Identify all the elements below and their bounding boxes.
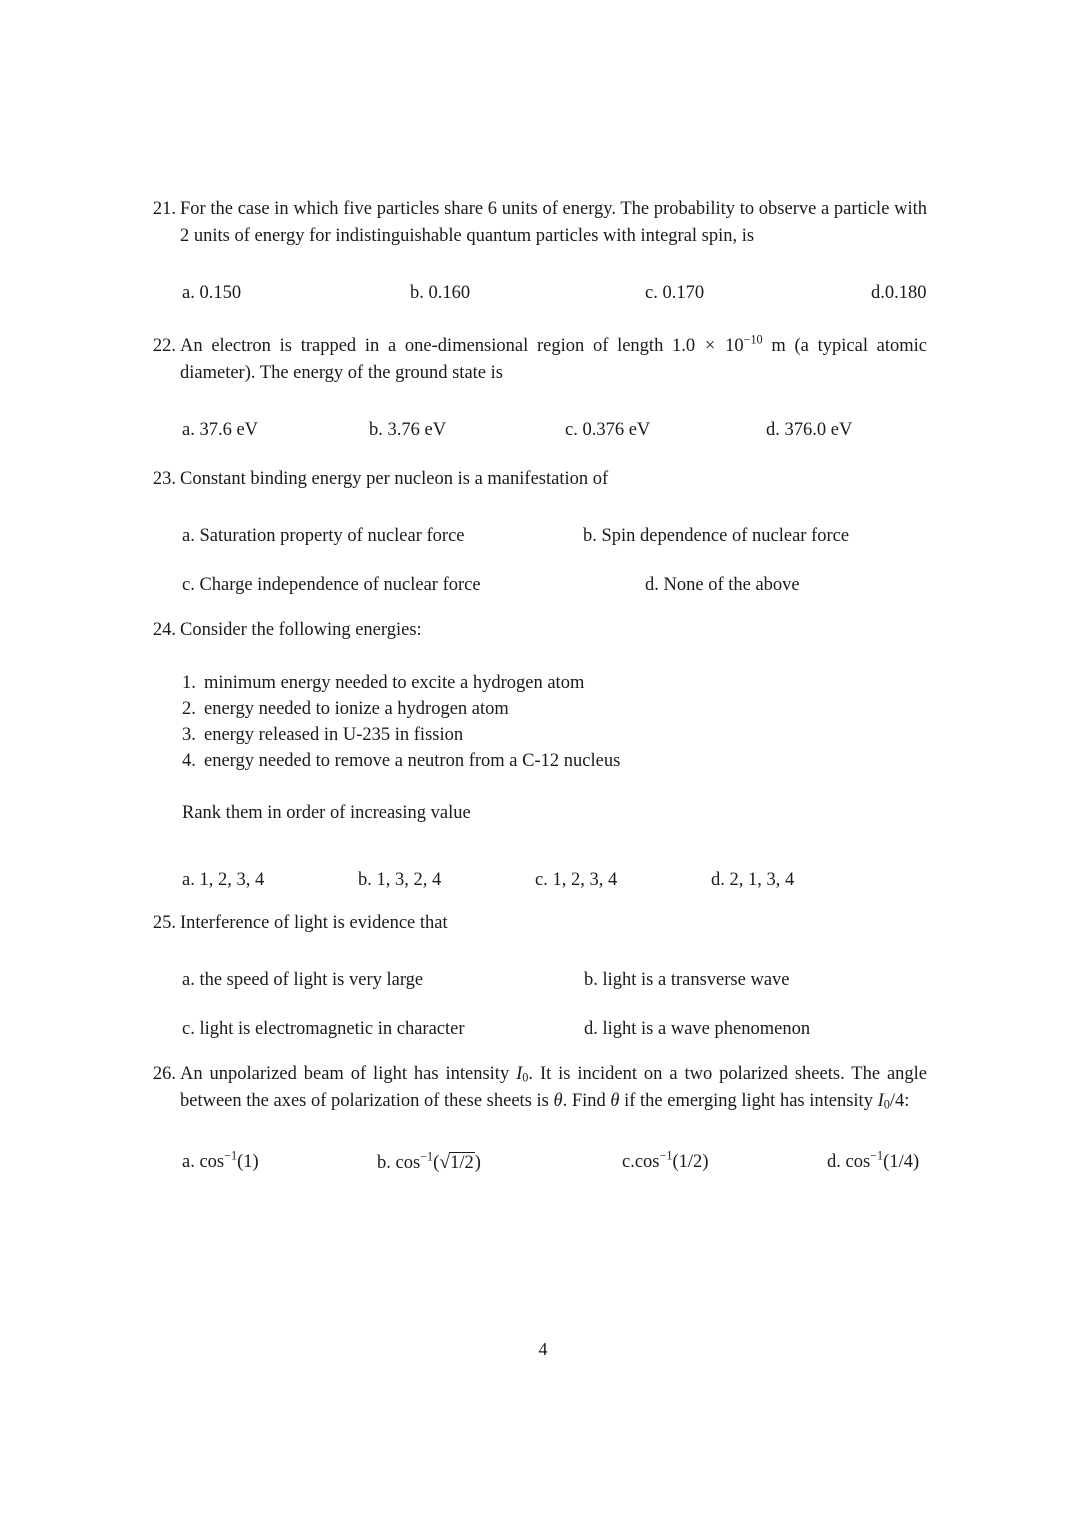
question-21-text: For the case in which five particles share 6 units of energy. The probability to observe a particle with 2 units of energy for indistinguishable quantum particles with integral spin, is xyxy=(180,199,927,246)
intensity-subscript: 0 xyxy=(883,1097,890,1112)
question-22-text xyxy=(180,333,927,387)
paren-close: ) xyxy=(702,1152,709,1172)
square-root-icon: √1/2 xyxy=(439,1152,474,1173)
question-23-text: Constant binding energy per nucleon is a manifestation of xyxy=(180,469,609,489)
question-26-text-part4: if the emerging light has intensity xyxy=(624,1091,873,1111)
question-25-number: 25. xyxy=(152,913,176,933)
question-24 xyxy=(142,617,927,644)
question-24-sublist xyxy=(142,670,927,774)
question-26-option-b[interactable] xyxy=(377,1149,622,1177)
question-22-option-b[interactable]: b. 3.76 eV xyxy=(369,420,447,440)
intensity-fraction: /4: xyxy=(889,1091,910,1111)
question-22-number: 22. xyxy=(152,336,176,356)
radicand: 1/2 xyxy=(450,1153,474,1173)
paren-open: ( xyxy=(433,1153,440,1173)
question-21-options xyxy=(142,280,927,307)
question-22-text-part2: m (a typical atomic diameter). The energy of the ground state is xyxy=(180,336,928,383)
question-23-options xyxy=(142,523,927,599)
list-item-label: energy needed to ionize a hydrogen atom xyxy=(204,699,509,719)
list-item-label: energy needed to remove a neutron from a C-12 nucleus xyxy=(204,751,621,771)
question-23-number: 23. xyxy=(152,469,176,489)
cos-exponent: −1 xyxy=(224,1148,238,1163)
list-item-number: 2. xyxy=(182,699,196,719)
cos-function: cos xyxy=(395,1153,421,1173)
question-26-options xyxy=(142,1149,927,1177)
power-base: 10 xyxy=(725,336,744,356)
cos-exponent: −1 xyxy=(420,1149,434,1164)
question-25-option-a[interactable]: a. the speed of light is very large xyxy=(182,970,424,990)
question-21-option-d[interactable]: d.0.180 xyxy=(871,283,927,303)
question-26-text xyxy=(180,1061,927,1115)
cos-exponent: −1 xyxy=(659,1148,673,1163)
cos-exponent: −1 xyxy=(870,1148,884,1163)
question-25-option-d[interactable]: d. light is a wave phenomenon xyxy=(584,1019,811,1039)
question-26-number: 26. xyxy=(152,1064,176,1084)
cos-argument: 1 xyxy=(243,1152,253,1172)
question-26 xyxy=(142,1061,927,1115)
cos-function: cos xyxy=(845,1152,871,1172)
question-26-text-part2: . It is incident on a two polarized sheets. The angle between the axes of polarization of these sheets is xyxy=(180,1064,928,1111)
list-item-number: 1. xyxy=(182,673,196,693)
cos-argument: 1/4 xyxy=(889,1152,913,1172)
question-25-text: Interference of light is evidence that xyxy=(180,913,448,933)
question-23 xyxy=(142,466,927,493)
paren-close: ) xyxy=(912,1152,920,1172)
paren-close: ) xyxy=(252,1152,259,1172)
question-25-options xyxy=(142,967,927,1043)
question-22-option-c[interactable]: c. 0.376 eV xyxy=(565,420,651,440)
question-26-option-c[interactable] xyxy=(622,1149,827,1177)
theta-symbol: θ xyxy=(553,1091,563,1111)
list-item xyxy=(182,696,927,722)
question-26-option-a[interactable] xyxy=(182,1149,377,1177)
option-label: a. xyxy=(182,1152,200,1172)
list-item xyxy=(182,748,927,774)
list-item-number: 4. xyxy=(182,751,196,771)
cos-argument: 1/2 xyxy=(678,1152,703,1172)
question-24-options xyxy=(142,867,927,894)
option-label: c. xyxy=(622,1152,635,1172)
list-item-number: 3. xyxy=(182,725,196,745)
paren-open: ( xyxy=(883,1152,890,1172)
theta-symbol: θ xyxy=(610,1091,620,1111)
question-22 xyxy=(142,333,927,387)
question-21-option-a[interactable]: a. 0.150 xyxy=(182,283,242,303)
question-24-text: Consider the following energies: xyxy=(180,620,422,640)
intensity-symbol: I xyxy=(877,1091,884,1111)
question-22-options xyxy=(142,417,927,444)
list-item xyxy=(182,722,927,748)
list-item-label: minimum energy needed to excite a hydrogen atom xyxy=(204,673,585,693)
list-item-label: energy released in U-235 in fission xyxy=(204,725,464,745)
question-23-option-d[interactable]: d. None of the above xyxy=(645,575,800,595)
intensity-symbol: I xyxy=(516,1064,523,1084)
question-24-option-a[interactable]: a. 1, 2, 3, 4 xyxy=(182,870,265,890)
option-label: d. xyxy=(827,1152,846,1172)
question-22-option-a[interactable]: a. 37.6 eV xyxy=(182,420,259,440)
question-23-option-c[interactable]: c. Charge independence of nuclear force xyxy=(182,575,481,595)
question-21-option-c[interactable]: c. 0.170 xyxy=(645,283,705,303)
question-25-option-c[interactable]: c. light is electromagnetic in character xyxy=(182,1019,465,1039)
question-25-option-b[interactable]: b. light is a transverse wave xyxy=(584,970,790,990)
intensity-subscript: 0 xyxy=(522,1070,529,1085)
question-22-option-d[interactable]: d. 376.0 eV xyxy=(766,420,853,440)
power-exponent: −10 xyxy=(743,332,763,347)
cos-function: cos xyxy=(634,1152,660,1172)
question-26-text-part1: An unpolarized beam of light has intensity xyxy=(180,1064,510,1084)
question-21 xyxy=(142,196,927,250)
page-number: 4 xyxy=(538,1339,548,1359)
page-content xyxy=(142,196,927,1177)
list-item xyxy=(182,670,927,696)
question-25 xyxy=(142,910,927,937)
paren-close: ) xyxy=(474,1153,481,1173)
question-24-instruction: Rank them in order of increasing value xyxy=(182,803,471,823)
option-label: b. xyxy=(377,1153,396,1173)
question-24-option-d[interactable]: d. 2, 1, 3, 4 xyxy=(711,870,795,890)
question-22-text-part1: An electron is trapped in a one-dimensional region of length 1.0 xyxy=(180,336,696,356)
question-24-number: 24. xyxy=(152,620,176,640)
question-23-option-b[interactable]: b. Spin dependence of nuclear force xyxy=(583,526,850,546)
question-24-option-b[interactable]: b. 1, 3, 2, 4 xyxy=(358,870,442,890)
question-24-option-c[interactable]: c. 1, 2, 3, 4 xyxy=(535,870,618,890)
question-23-option-a[interactable]: a. Saturation property of nuclear force xyxy=(182,526,465,546)
paren-open: ( xyxy=(237,1152,244,1172)
multiplication-sign: × xyxy=(704,336,716,356)
paren-open: ( xyxy=(672,1152,679,1172)
question-21-number: 21. xyxy=(152,199,176,219)
question-26-text-part3: . Find xyxy=(562,1091,606,1111)
cos-function: cos xyxy=(199,1152,225,1172)
question-21-option-b[interactable]: b. 0.160 xyxy=(410,283,471,303)
question-26-option-d[interactable] xyxy=(827,1149,919,1177)
